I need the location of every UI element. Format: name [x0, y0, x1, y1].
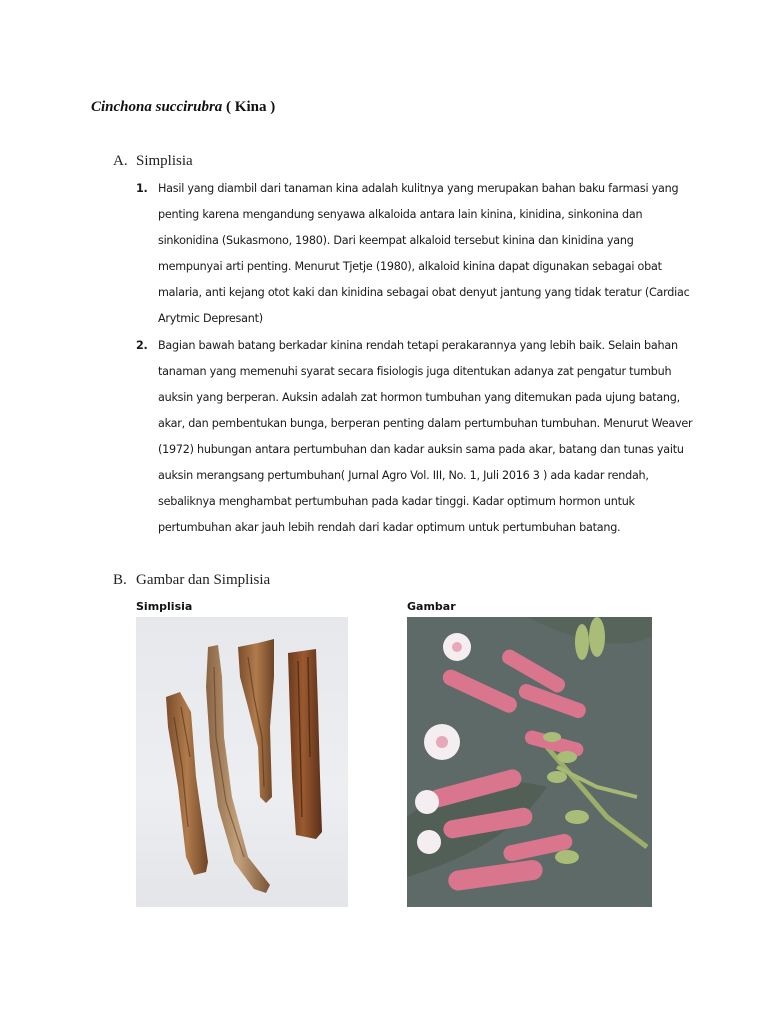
- caption-gambar: Gambar: [407, 600, 456, 613]
- flower-cluster-illustration: [407, 617, 652, 907]
- title-latin-name: Cinchona succirubra: [91, 99, 223, 115]
- title-local-name: ( Kina ): [222, 99, 276, 115]
- section-a-title: Simplisia: [136, 153, 193, 169]
- cinchona-bark-photo: [136, 617, 348, 907]
- list-item-text: Hasil yang diambil dari tanaman kina adalah kulitnya yang merupakan bahan baku farmasi yang penting karena mengandung senyawa alkaloida antara lain kinina, kinidina, sinkonina dan sinkonidina (Sukasmono, 1980). Dari keempat alkaloid tersebut kinina dan kinidina yang mempunyai arti penting. Menurut Tjetje (1980), alkaloid kinina dapat digunakan sebagai obat malaria, anti kejang otot kaki dan kinidina sebagai obat denyut jantung yang tidak teratur (Cardiac Arytmic Depresant): [158, 182, 690, 326]
- list-item-number: 1.: [136, 182, 148, 195]
- list-item-text: Bagian bawah batang berkadar kinina rendah tetapi perakarannya yang lebih baik. Selain bahan tanaman yang memenuhi syarat secara fisiologis juga ditentukan adanya zat pengatur tumbuh auksin yang berperan. Auksin adalah zat hormon tumbuhan yang ditemukan pada ujung batang, akar, dan pembentukan bunga, berperan penting dalam pertumbuhan tumbuhan. Menurut Weaver (1972) hubungan antara pertumbuhan dan kadar auksin sama pada akar, batang dan tunas yaitu auksin merangsang pertumbuhan( Jurnal Agro Vol. III, No. 1, Juli 2016 3 ) ada kadar rendah, sebaliknya menghambat pertumbuhan pada kadar tinggi. Kadar optimum hormon untuk pertumbuhan akar jauh lebih rendah dari kadar optimum untuk pertumbuhan batang.: [158, 338, 693, 535]
- list-item-number: 2.: [136, 338, 148, 352]
- section-a-letter: A.: [113, 153, 128, 169]
- section-b-heading: [113, 572, 270, 589]
- cinchona-flower-photo: [407, 617, 652, 907]
- section-b-letter: B.: [113, 572, 127, 588]
- simplisia-list: [136, 176, 696, 541]
- bark-pieces-illustration: [136, 617, 348, 907]
- caption-simplisia: Simplisia: [136, 600, 193, 613]
- section-a-heading: [113, 153, 193, 170]
- list-item: [136, 333, 696, 542]
- document-title: [91, 99, 275, 116]
- list-item: [136, 176, 696, 333]
- section-b-title: Gambar dan Simplisia: [136, 572, 271, 588]
